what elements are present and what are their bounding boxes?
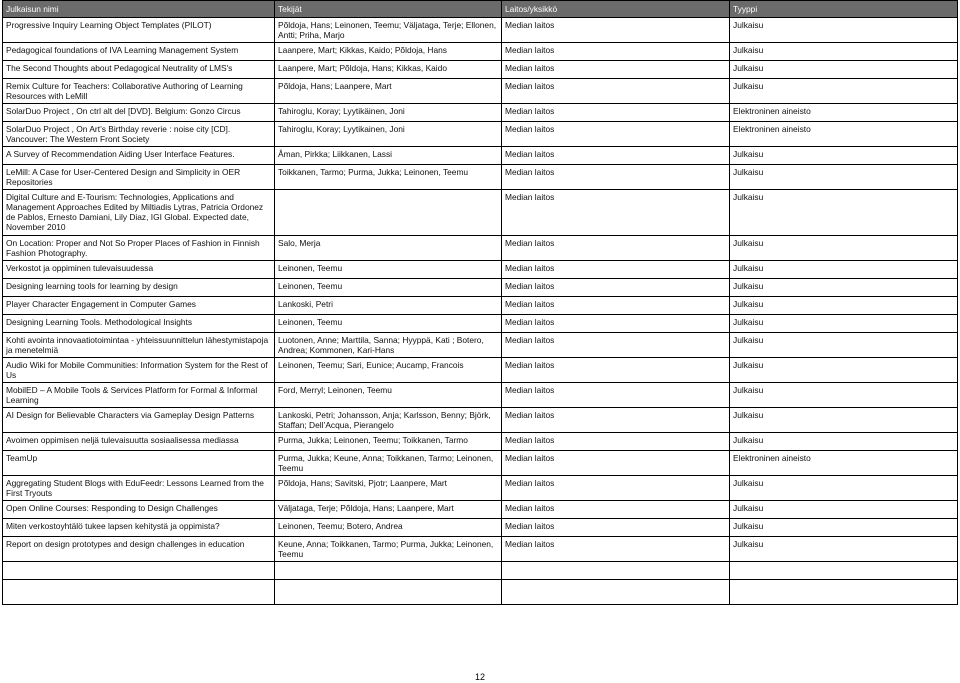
unit-cell: Median laitos	[502, 104, 730, 122]
authors-cell: Tahiroglu, Koray; Lyytikäinen, Joni	[275, 104, 502, 122]
unit-cell: Median laitos	[502, 501, 730, 519]
title-cell: Pedagogical foundations of IVA Learning Management System	[3, 43, 275, 61]
title-cell: The Second Thoughts about Pedagogical Neutrality of LMS's	[3, 61, 275, 79]
type-cell: Julkaisu	[730, 61, 958, 79]
unit-cell: Median laitos	[502, 297, 730, 315]
table-row	[3, 61, 958, 79]
title-cell: SolarDuo Project , On ctrl alt del [DVD]. Belgium: Gonzo Circus	[3, 104, 275, 122]
authors-cell: Põldoja, Hans; Savitski, Pjotr; Laanpere, Mart	[275, 476, 502, 501]
type-cell: Julkaisu	[730, 79, 958, 104]
table-row	[3, 147, 958, 165]
authors-cell: Ford, Merryl; Leinonen, Teemu	[275, 383, 502, 408]
header-type: Tyyppi	[730, 1, 958, 18]
unit-cell: Median laitos	[502, 61, 730, 79]
title-cell: Audio Wiki for Mobile Communities: Information System for the Rest of Us	[3, 358, 275, 383]
authors-cell: Toikkanen, Tarmo; Purma, Jukka; Leinonen, Teemu	[275, 165, 502, 190]
empty-cell	[275, 580, 502, 605]
table-row	[3, 383, 958, 408]
title-cell: Digital Culture and E-Tourism: Technologies, Applications and Management Approaches Edited by Miltiadis Lytras, Patricia Ordonez de Pablos, Ernesto Damiani, Lily Diaz, IGI Global. Expected date, November 2010	[3, 190, 275, 236]
table-header	[3, 1, 958, 18]
type-cell: Julkaisu	[730, 501, 958, 519]
type-cell: Julkaisu	[730, 408, 958, 433]
empty-cell	[730, 562, 958, 580]
authors-cell: Laanpere, Mart; Põldoja, Hans; Kikkas, Kaido	[275, 61, 502, 79]
table-body	[3, 18, 958, 605]
title-cell: TeamUp	[3, 451, 275, 476]
table-row	[3, 333, 958, 358]
table-row	[3, 519, 958, 537]
unit-cell: Median laitos	[502, 519, 730, 537]
title-cell: Kohti avointa innovaatiotoimintaa - yhteissuunnittelun lähestymistapoja ja menetelmiä	[3, 333, 275, 358]
empty-row	[3, 562, 958, 580]
unit-cell: Median laitos	[502, 18, 730, 43]
authors-cell: Laanpere, Mart; Kikkas, Kaido; Põldoja, Hans	[275, 43, 502, 61]
table-row	[3, 501, 958, 519]
table-row	[3, 104, 958, 122]
title-cell: Miten verkostoyhtälö tukee lapsen kehitystä ja oppimista?	[3, 519, 275, 537]
unit-cell: Median laitos	[502, 315, 730, 333]
title-cell: A Survey of Recommendation Aiding User Interface Features.	[3, 147, 275, 165]
title-cell: Remix Culture for Teachers: Collaborative Authoring of Learning Resources with LeMill	[3, 79, 275, 104]
type-cell: Julkaisu	[730, 190, 958, 236]
title-cell: Player Character Engagement in Computer Games	[3, 297, 275, 315]
type-cell: Julkaisu	[730, 261, 958, 279]
empty-cell	[3, 562, 275, 580]
table-row	[3, 451, 958, 476]
type-cell: Julkaisu	[730, 297, 958, 315]
unit-cell: Median laitos	[502, 451, 730, 476]
authors-cell: Leinonen, Teemu	[275, 279, 502, 297]
header-authors: Tekijät	[275, 1, 502, 18]
unit-cell: Median laitos	[502, 165, 730, 190]
unit-cell: Median laitos	[502, 190, 730, 236]
page-number: 12	[474, 672, 485, 682]
header-unit: Laitos/yksikkö	[502, 1, 730, 18]
unit-cell: Median laitos	[502, 147, 730, 165]
type-cell: Julkaisu	[730, 476, 958, 501]
unit-cell: Median laitos	[502, 333, 730, 358]
empty-cell	[275, 562, 502, 580]
authors-cell: Åman, Pirkka; Liikkanen, Lassi	[275, 147, 502, 165]
unit-cell: Median laitos	[502, 358, 730, 383]
authors-cell: Väljataga, Terje; Põldoja, Hans; Laanpere, Mart	[275, 501, 502, 519]
unit-cell: Median laitos	[502, 261, 730, 279]
type-cell: Julkaisu	[730, 358, 958, 383]
type-cell: Julkaisu	[730, 537, 958, 562]
unit-cell: Median laitos	[502, 122, 730, 147]
authors-cell: Leinonen, Teemu	[275, 261, 502, 279]
type-cell: Julkaisu	[730, 279, 958, 297]
empty-cell	[730, 580, 958, 605]
table-row	[3, 358, 958, 383]
authors-cell: Purma, Jukka; Leinonen, Teemu; Toikkanen, Tarmo	[275, 433, 502, 451]
title-cell: Verkostot ja oppiminen tulevaisuudessa	[3, 261, 275, 279]
type-cell: Julkaisu	[730, 236, 958, 261]
table-row	[3, 297, 958, 315]
title-cell: Designing Learning Tools. Methodological Insights	[3, 315, 275, 333]
unit-cell: Median laitos	[502, 279, 730, 297]
table-row	[3, 122, 958, 147]
title-cell: Aggregating Student Blogs with EduFeedr: Lessons Learned from the First Tryouts	[3, 476, 275, 501]
table-row	[3, 190, 958, 236]
authors-cell: Salo, Merja	[275, 236, 502, 261]
unit-cell: Median laitos	[502, 79, 730, 104]
type-cell: Julkaisu	[730, 315, 958, 333]
title-cell: On Location: Proper and Not So Proper Places of Fashion in Finnish Fashion Photography.	[3, 236, 275, 261]
table-row	[3, 261, 958, 279]
publications-table	[2, 0, 958, 605]
table-row	[3, 408, 958, 433]
authors-cell: Põldoja, Hans; Leinonen, Teemu; Väljataga, Terje; Ellonen, Antti; Priha, Marjo	[275, 18, 502, 43]
authors-cell	[275, 190, 502, 236]
authors-cell: Lankoski, Petri	[275, 297, 502, 315]
unit-cell: Median laitos	[502, 236, 730, 261]
authors-cell: Keune, Anna; Toikkanen, Tarmo; Purma, Jukka; Leinonen, Teemu	[275, 537, 502, 562]
authors-cell: Leinonen, Teemu; Botero, Andrea	[275, 519, 502, 537]
table-row	[3, 18, 958, 43]
table-row	[3, 79, 958, 104]
header-title: Julkaisun nimi	[3, 1, 275, 18]
type-cell: Julkaisu	[730, 333, 958, 358]
type-cell: Julkaisu	[730, 519, 958, 537]
unit-cell: Median laitos	[502, 408, 730, 433]
table-row	[3, 279, 958, 297]
type-cell: Julkaisu	[730, 18, 958, 43]
title-cell: Open Online Courses: Responding to Design Challenges	[3, 501, 275, 519]
empty-cell	[502, 562, 730, 580]
header-row	[3, 1, 958, 18]
type-cell: Elektroninen aineisto	[730, 122, 958, 147]
table-row	[3, 476, 958, 501]
table-row	[3, 236, 958, 261]
authors-cell: Põldoja, Hans; Laanpere, Mart	[275, 79, 502, 104]
type-cell: Julkaisu	[730, 147, 958, 165]
unit-cell: Median laitos	[502, 43, 730, 61]
type-cell: Julkaisu	[730, 43, 958, 61]
title-cell: SolarDuo Project , On Art’s Birthday reverie : noise city [CD]. Vancouver: The Western Front Society	[3, 122, 275, 147]
type-cell: Julkaisu	[730, 433, 958, 451]
authors-cell: Leinonen, Teemu	[275, 315, 502, 333]
authors-cell: Leinonen, Teemu; Sari, Eunice; Aucamp, Francois	[275, 358, 502, 383]
authors-cell: Purma, Jukka; Keune, Anna; Toikkanen, Tarmo; Leinonen, Teemu	[275, 451, 502, 476]
title-cell: LeMill: A Case for User-Centered Design and Simplicity in OER Repositories	[3, 165, 275, 190]
authors-cell: Luotonen, Anne; Marttila, Sanna; Hyyppä, Kati ; Botero, Andrea; Kommonen, Kari-Hans	[275, 333, 502, 358]
table-row	[3, 43, 958, 61]
table-row	[3, 433, 958, 451]
type-cell: Julkaisu	[730, 383, 958, 408]
authors-cell: Lankoski, Petri; Johansson, Anja; Karlsson, Benny; Björk, Staffan; Dell’Acqua, Pierangelo	[275, 408, 502, 433]
type-cell: Elektroninen aineisto	[730, 104, 958, 122]
title-cell: MobilED – A Mobile Tools & Services Platform for Formal & Informal Learning	[3, 383, 275, 408]
title-cell: Designing learning tools for learning by design	[3, 279, 275, 297]
table-row	[3, 315, 958, 333]
type-cell: Julkaisu	[730, 165, 958, 190]
title-cell: AI Design for Believable Characters via Gameplay Design Patterns	[3, 408, 275, 433]
authors-cell: Tahiroglu, Koray; Lyytikainen, Joni	[275, 122, 502, 147]
empty-cell	[3, 580, 275, 605]
unit-cell: Median laitos	[502, 476, 730, 501]
title-cell: Progressive Inquiry Learning Object Templates (PILOT)	[3, 18, 275, 43]
title-cell: Avoimen oppimisen neljä tulevaisuutta sosiaalisessa mediassa	[3, 433, 275, 451]
type-cell: Elektroninen aineisto	[730, 451, 958, 476]
unit-cell: Median laitos	[502, 537, 730, 562]
table-row	[3, 165, 958, 190]
empty-row	[3, 580, 958, 605]
unit-cell: Median laitos	[502, 433, 730, 451]
empty-cell	[502, 580, 730, 605]
title-cell: Report on design prototypes and design challenges in education	[3, 537, 275, 562]
table-row	[3, 537, 958, 562]
unit-cell: Median laitos	[502, 383, 730, 408]
